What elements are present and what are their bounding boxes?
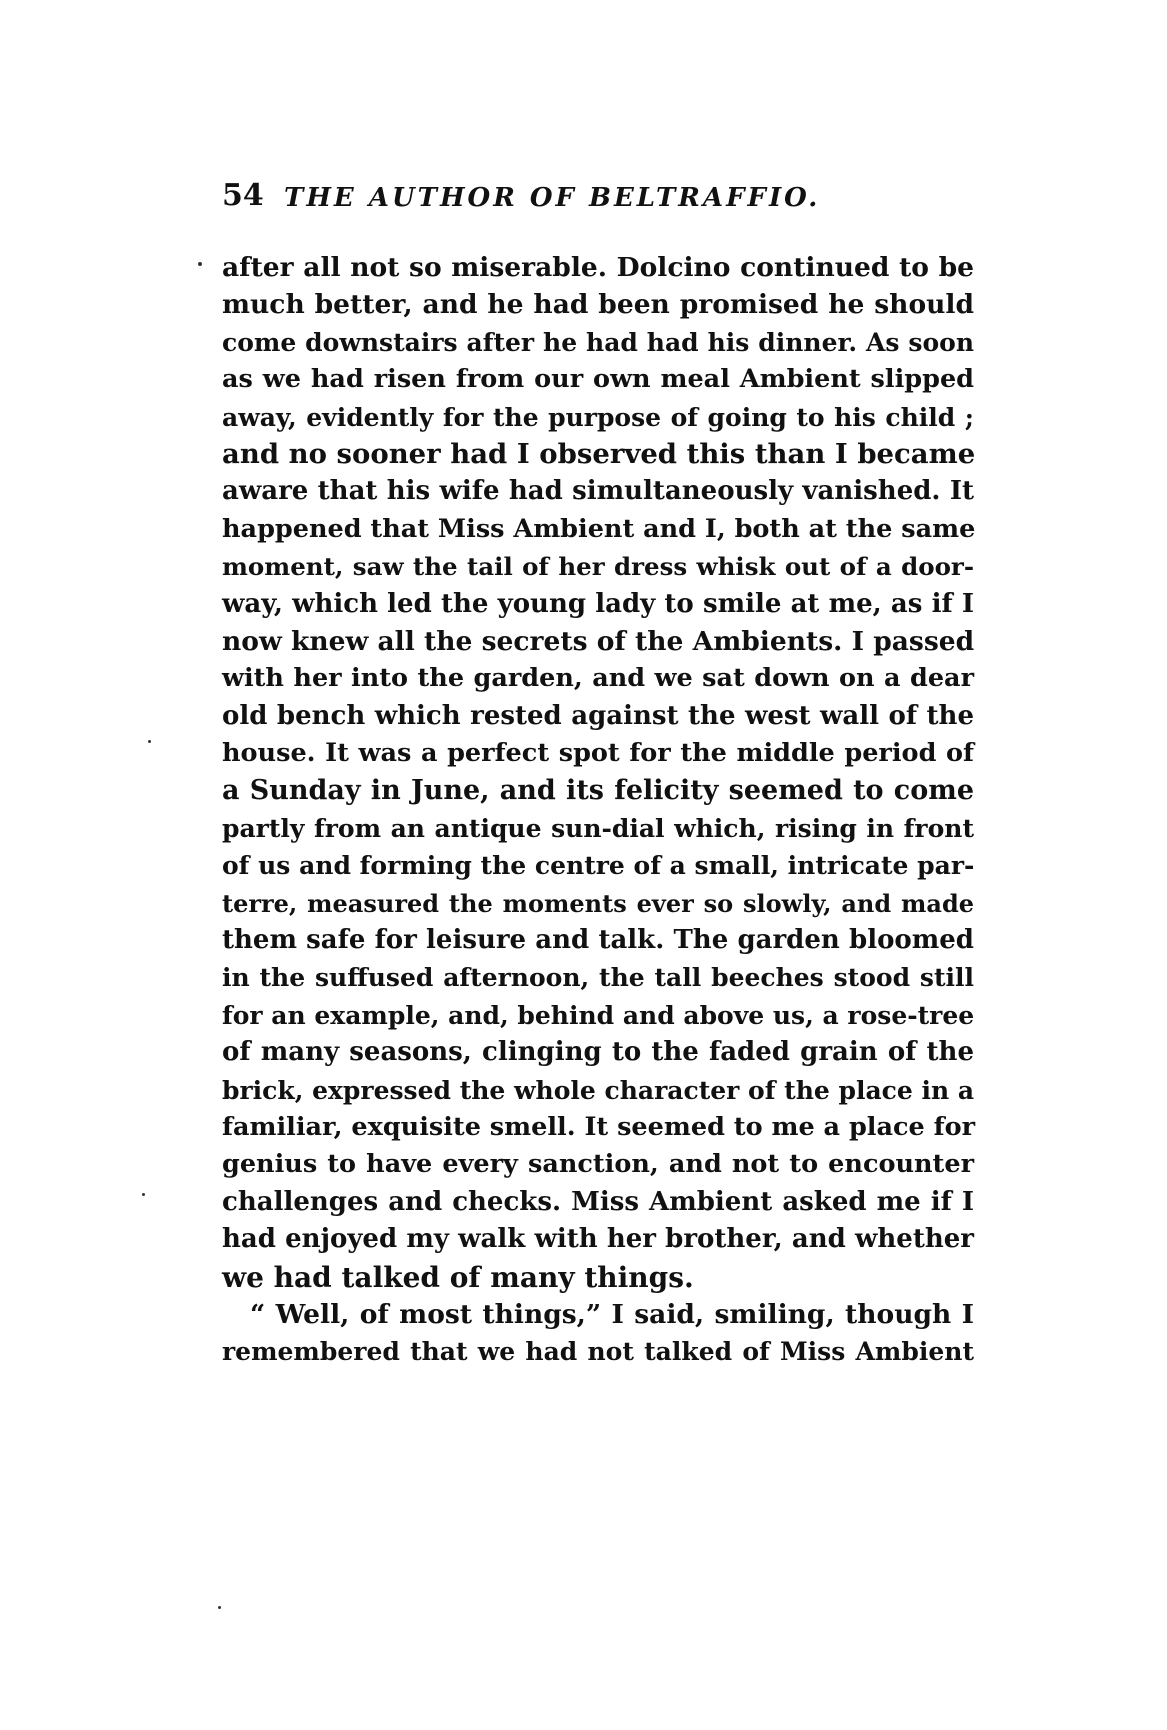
text-line: happened that Miss Ambient and I, both at the same (222, 513, 976, 544)
text-line: partly from an antique sun-dial which, rising in front (222, 813, 974, 843)
ink-speck (198, 262, 202, 266)
text-line: with her into the garden, and we sat down on a dear (222, 663, 974, 694)
text-line: aware that his wife had simultaneously vanished. It (222, 476, 974, 507)
running-head: THE AUTHOR OF BELTRAFFIO. (284, 183, 821, 213)
ink-speck (148, 740, 151, 743)
text-line: as we had risen from our own meal Ambient slipped (222, 364, 974, 395)
text-line: familiar, exquisite smell. It seemed to me a place for (222, 1111, 976, 1142)
text-line: of us and forming the centre of a small, intricate par- (222, 851, 975, 881)
text-line: after all not so miserable. Dolcino continued to be (222, 252, 974, 283)
text-line: remembered that we had not talked of Miss Ambient (222, 1337, 974, 1367)
text-line: old bench which rested against the west wall of the (222, 700, 974, 731)
text-line: away, evidently for the purpose of going to his child ; (222, 402, 974, 432)
page-number: 54 (222, 178, 264, 213)
text-line: come downstairs after he had had his dinner. As soon (222, 327, 974, 357)
text-line: moment, saw the tail of her dress whisk out of a door- (222, 552, 974, 582)
page-header (222, 176, 982, 226)
text-line: terre, measured the moments ever so slowly, and made (222, 888, 974, 918)
text-line: brick, expressed the whole character of the place in a (222, 1075, 975, 1105)
ink-speck (218, 1606, 221, 1609)
text-line: house. It was a perfect spot for the middle period of (222, 738, 974, 769)
text-line: of many seasons, clinging to the faded grain of the (222, 1037, 974, 1068)
text-line: for an example, and, behind and above us, a rose-tree (222, 1000, 975, 1030)
text-line: a Sunday in June, and its felicity seemed to come (222, 775, 974, 807)
text-line: “ Well, of most things,” I said, smiling, though I (250, 1298, 974, 1330)
text-line: now knew all the secrets of the Ambients. I passed (222, 625, 975, 657)
text-line: had enjoyed my walk with her brother, and whether (222, 1224, 974, 1255)
text-line: we had talked of many things. (222, 1260, 694, 1294)
text-line: way, which led the young lady to smile at me, as if I (222, 588, 974, 619)
text-line: genius to have every sanction, and not to encounter (222, 1149, 974, 1180)
text-line: and no sooner had I observed this than I became (222, 437, 976, 470)
text-line: challenges and checks. Miss Ambient asked me if I (222, 1186, 974, 1217)
text-line: them safe for leisure and talk. The garden bloomed (222, 925, 974, 956)
body-text (222, 249, 974, 1371)
ink-speck (142, 1193, 145, 1196)
text-line: in the suffused afternoon, the tall beeches stood still (222, 963, 974, 993)
text-line: much better, and he had been promised he should (222, 289, 974, 321)
